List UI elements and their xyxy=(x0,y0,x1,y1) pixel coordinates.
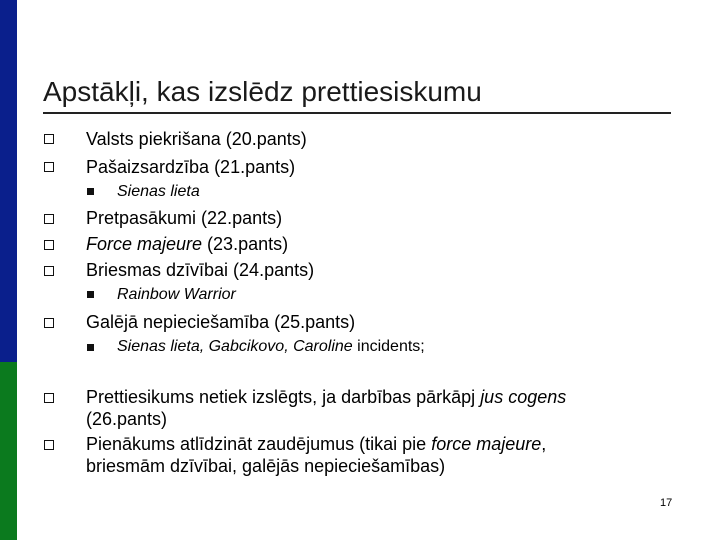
bullet-square-icon xyxy=(44,162,54,172)
bullet-square-icon xyxy=(44,240,54,250)
list-item-text: Prettiesikums netiek izslēgts, ja darbības pārkāpj xyxy=(86,387,481,407)
list-item: Briesmas dzīvībai (24.pants) xyxy=(86,260,315,280)
bullet-square-icon xyxy=(44,393,54,403)
bullet-square-icon xyxy=(44,134,54,144)
list-item-italic: force majeure xyxy=(431,434,542,454)
bullet-square-icon xyxy=(44,318,54,328)
sub-list-item xyxy=(117,337,425,357)
list-item xyxy=(86,386,566,408)
list-item: Galējā nepieciešamība (25.pants) xyxy=(86,312,356,332)
list-item-text: (23.pants) xyxy=(202,234,289,254)
list-item: Valsts piekrišana (20.pants) xyxy=(86,129,307,149)
list-item-continuation: (26.pants) xyxy=(86,409,168,429)
bullet-square-icon xyxy=(44,266,54,276)
slide-title: Apstākļi, kas izslēdz prettiesiskumu xyxy=(43,76,482,107)
list-item xyxy=(86,233,288,255)
bullet-square-icon xyxy=(44,214,54,224)
sub-bullet-icon xyxy=(87,188,94,195)
title-divider xyxy=(43,112,671,114)
list-item: Pašaizsardzība (21.pants) xyxy=(86,157,296,177)
sub-list-item-italic: Sienas lieta, Gabcikovo, Caroline xyxy=(117,338,353,355)
sub-list-item: Sienas lieta xyxy=(117,183,200,200)
sidebar-accent-blue xyxy=(0,0,17,362)
list-item-italic: jus cogens xyxy=(480,387,567,407)
page-number: 17 xyxy=(660,497,673,509)
sub-list-item-text: incidents; xyxy=(352,338,425,355)
list-item xyxy=(86,433,546,455)
list-item: Pretpasākumi (22.pants) xyxy=(86,208,283,228)
list-item-text: Pienākums atlīdzināt zaudējumus (tikai pie xyxy=(86,434,432,454)
sub-bullet-icon xyxy=(87,344,94,351)
sub-list-item: Rainbow Warrior xyxy=(117,286,236,303)
list-item-text: , xyxy=(541,434,547,454)
sidebar-accent-green xyxy=(0,362,17,540)
list-item-continuation: briesmām dzīvībai, galējās nepieciešamības) xyxy=(86,456,446,476)
sub-bullet-icon xyxy=(87,291,94,298)
list-item-italic: Force majeure xyxy=(86,234,203,254)
bullet-square-icon xyxy=(44,440,54,450)
